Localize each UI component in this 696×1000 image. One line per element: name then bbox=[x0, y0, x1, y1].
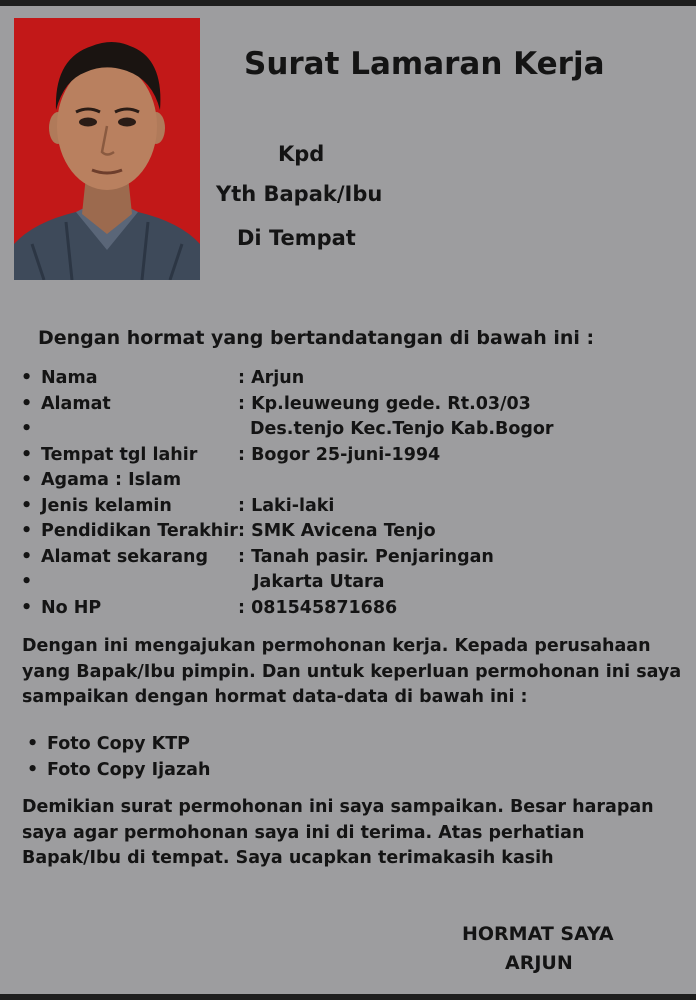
detail-label: Nama bbox=[41, 368, 98, 388]
detail-label: Alamat bbox=[41, 393, 111, 414]
closing-paragraph: Demikian surat permohonan ini saya sampaikan. Besar harapan saya agar permohonan saya ini di terima. Atas perhatian Bapak/Ibu di tempat. Saya ucapkan terimakasih kasih bbox=[22, 797, 654, 868]
bullet-icon: • bbox=[21, 495, 33, 516]
letter-page bbox=[0, 6, 696, 994]
bullet-icon: • bbox=[27, 734, 39, 754]
bullet-icon: • bbox=[21, 419, 33, 439]
document-label: Foto Copy Ijazah bbox=[47, 760, 211, 780]
person-portrait-icon bbox=[14, 18, 200, 280]
detail-value: : Tanah pasir. Penjaringan bbox=[238, 546, 494, 567]
greeting-line: Dengan hormat yang bertandatangan di bawah ini : bbox=[38, 327, 595, 349]
detail-value: : Laki-laki bbox=[238, 495, 335, 516]
bullet-icon: • bbox=[27, 760, 39, 780]
detail-label: Pendidikan Terakhir bbox=[41, 521, 238, 541]
detail-value: : SMK Avicena Tenjo bbox=[238, 521, 436, 541]
recipient-line-kpd: Kpd bbox=[278, 142, 325, 166]
detail-label: Tempat tgl lahir bbox=[41, 444, 198, 465]
bullet-icon: • bbox=[21, 444, 33, 465]
detail-value: Des.tenjo Kec.Tenjo Kab.Bogor bbox=[250, 419, 554, 439]
detail-label: No HP bbox=[41, 597, 102, 618]
detail-value: : Bogor 25-juni-1994 bbox=[238, 444, 441, 465]
bullet-icon: • bbox=[21, 368, 33, 388]
signature-name: ARJUN bbox=[505, 952, 573, 974]
applicant-photo bbox=[14, 18, 200, 280]
document-label: Foto Copy KTP bbox=[47, 734, 190, 754]
detail-value: : 081545871686 bbox=[238, 597, 398, 618]
recipient-line-yth: Yth Bapak/Ibu bbox=[216, 182, 383, 206]
bullet-icon: • bbox=[21, 546, 33, 567]
closing-salutation: HORMAT SAYA bbox=[462, 923, 614, 945]
bullet-icon: • bbox=[21, 393, 33, 414]
detail-label: Jenis kelamin bbox=[41, 495, 172, 516]
bullet-icon: • bbox=[21, 521, 33, 541]
detail-label: Agama : Islam bbox=[41, 470, 182, 490]
detail-value: : Arjun bbox=[238, 368, 305, 388]
detail-label: Alamat sekarang bbox=[41, 546, 209, 567]
letter-title: Surat Lamaran Kerja bbox=[244, 46, 605, 82]
application-paragraph: Dengan ini mengajukan permohonan kerja. Kepada perusahaan yang Bapak/Ibu pimpin. Dan untuk keperluan permohonan ini saya sampaikan dengan hormat data-data di bawah ini : bbox=[22, 636, 682, 707]
detail-value: : Kp.leuweung gede. Rt.03/03 bbox=[238, 393, 531, 414]
bullet-icon: • bbox=[21, 572, 33, 592]
bullet-icon: • bbox=[21, 470, 33, 490]
recipient-line-place: Di Tempat bbox=[237, 226, 356, 250]
detail-value: Jakarta Utara bbox=[253, 572, 385, 592]
bullet-icon: • bbox=[21, 597, 33, 618]
